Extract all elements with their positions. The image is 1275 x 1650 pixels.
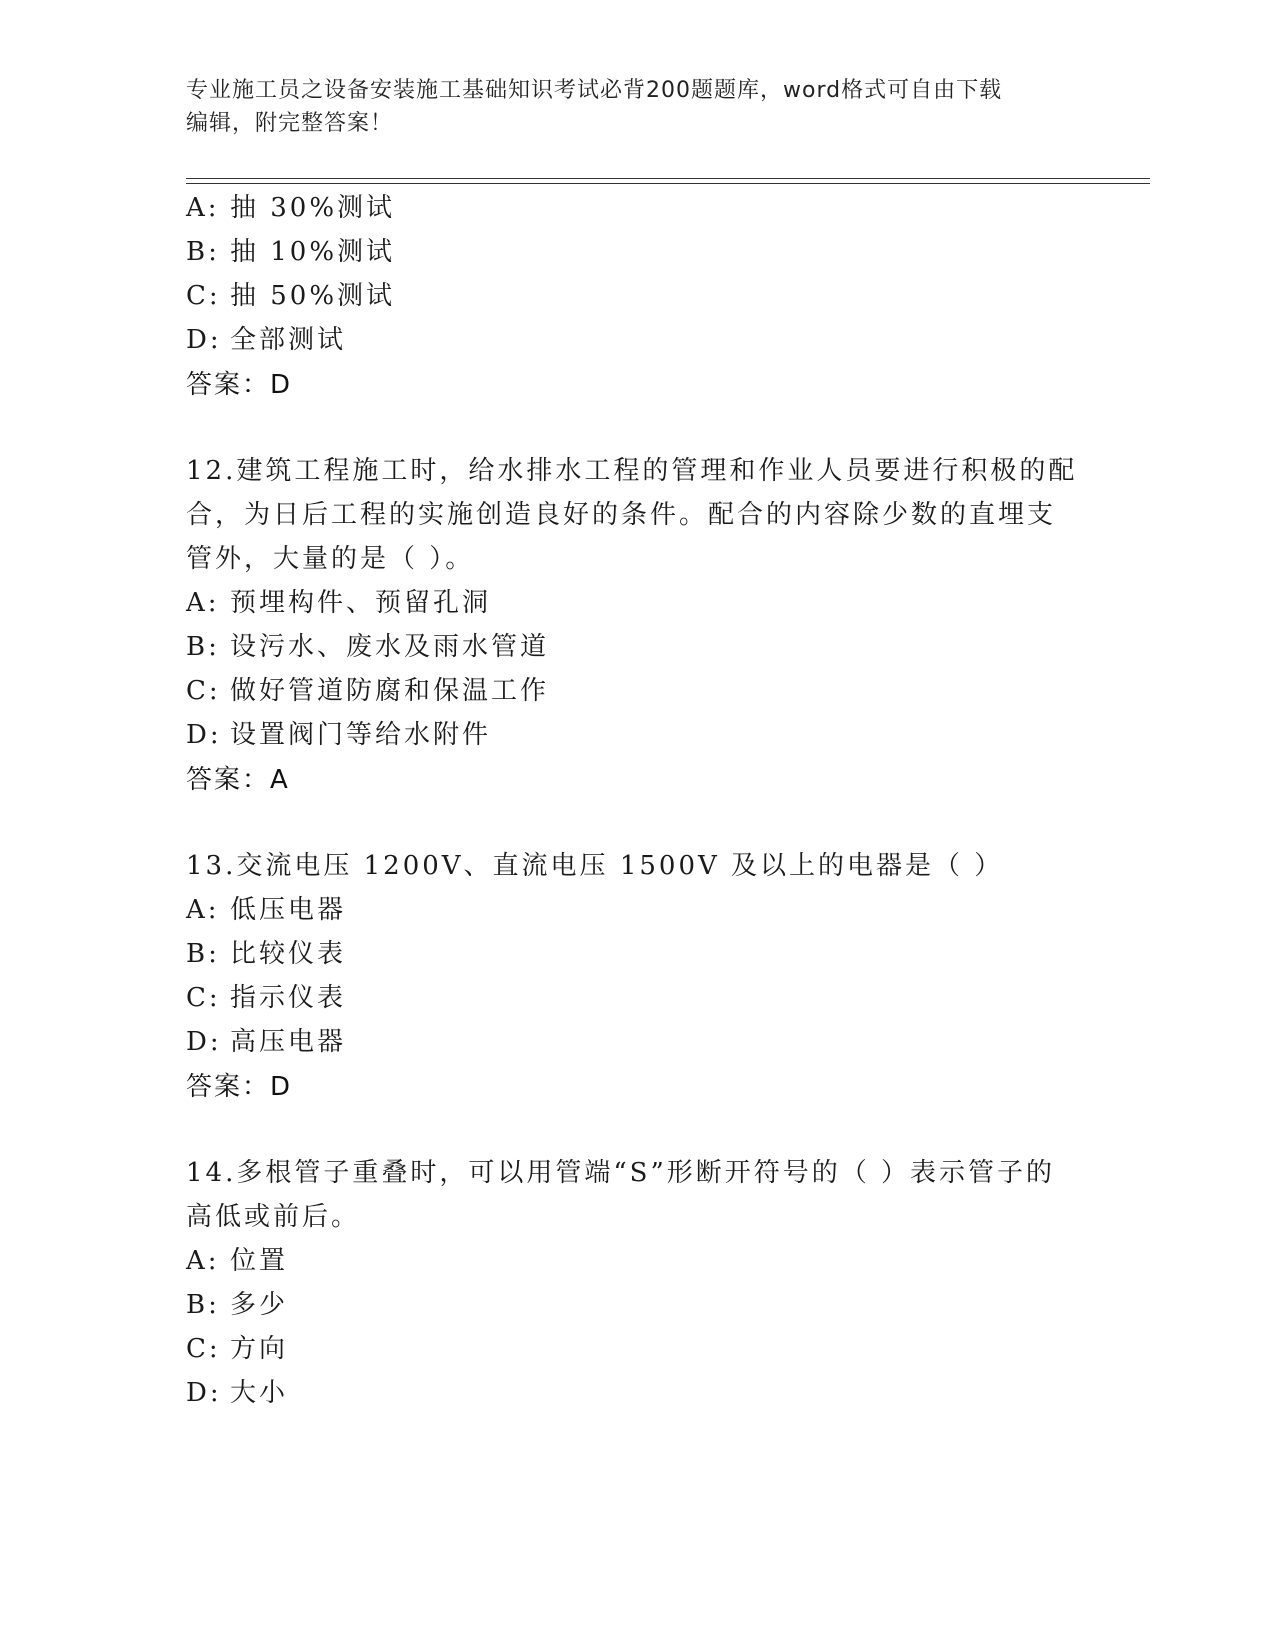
q12-text-line2: 合，为日后工程的实施创造良好的条件。配合的内容除少数的直埋支 xyxy=(186,500,1057,530)
header-title-line2: 编辑，附完整答案！ xyxy=(186,111,394,136)
q12-option-c: C: 做好管道防腐和保温工作 xyxy=(186,676,550,706)
q14-option-a: A: 位置 xyxy=(186,1246,289,1276)
q13-answer: 答案：D xyxy=(186,1072,293,1102)
q13-option-a: A: 低压电器 xyxy=(186,895,347,925)
q12-answer: 答案：A xyxy=(186,765,290,795)
q14-option-c: C: 方向 xyxy=(186,1334,289,1364)
q11-option-b: B: 抽 10%测试 xyxy=(186,237,396,267)
q12-text-line1: 12.建筑工程施工时，给水排水工程的管理和作业人员要进行积极的配 xyxy=(186,456,1078,486)
q13-option-d: D: 高压电器 xyxy=(186,1027,347,1057)
q13-option-c: C: 指示仪表 xyxy=(186,983,347,1013)
q14-option-b: B: 多少 xyxy=(186,1290,289,1320)
q12-text-line3: 管外，大量的是（ ）。 xyxy=(186,544,475,574)
q11-option-c: C: 抽 50%测试 xyxy=(186,281,396,311)
q13-text-line1: 13.交流电压 1200V、直流电压 1500V 及以上的电器是（ ） xyxy=(186,851,1004,881)
header-title-line1: 专业施工员之设备安装施工基础知识考试必背200题题库，word格式可自由下载 xyxy=(186,78,1003,103)
q11-option-d: D: 全部测试 xyxy=(186,325,347,355)
document-header xyxy=(186,74,1086,140)
q13-option-b: B: 比较仪表 xyxy=(186,939,347,969)
header-divider-top xyxy=(186,178,1150,179)
q14-text-line1: 14.多根管子重叠时，可以用管端“S”形断开符号的（ ）表示管子的 xyxy=(186,1158,1056,1188)
q12-option-d: D: 设置阀门等给水附件 xyxy=(186,720,492,750)
q14-option-d: D: 大小 xyxy=(186,1378,289,1408)
q12-option-b: B: 设污水、废水及雨水管道 xyxy=(186,632,550,662)
q11-answer: 答案：D xyxy=(186,370,293,400)
header-divider-bottom xyxy=(186,183,1150,184)
q12-option-a: A: 预埋构件、预留孔洞 xyxy=(186,588,492,618)
q11-option-a: A: 抽 30%测试 xyxy=(186,193,396,223)
q14-text-line2: 高低或前后。 xyxy=(186,1202,361,1232)
